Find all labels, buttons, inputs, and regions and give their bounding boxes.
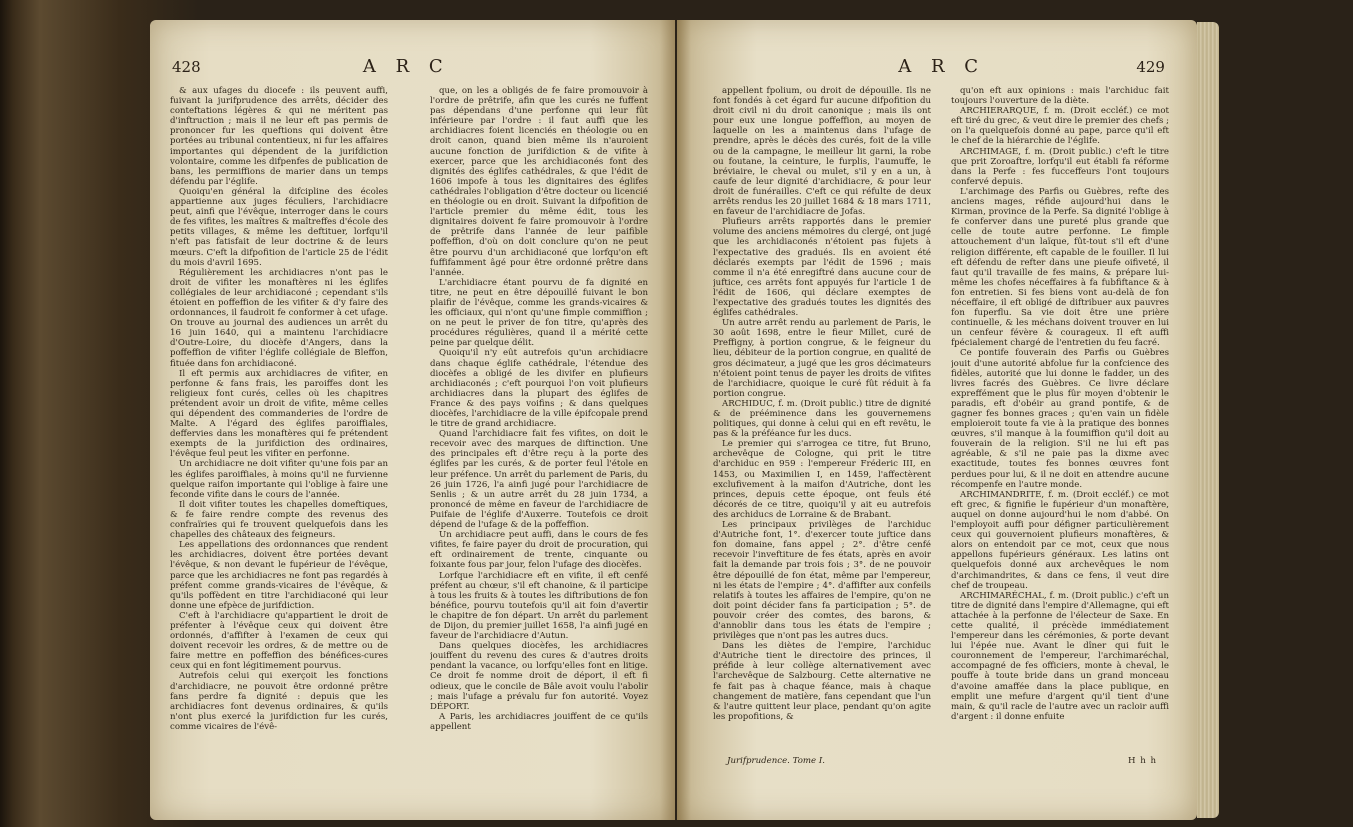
paragraph: Un archidiacre ne doit vifiter qu'une fois par an les églifes paroiffiales, à moins qu'il ne furvienne quelque raifon importante qui l'oblige à faire une feconde vifite dans le cours de l'année. (170, 459, 388, 500)
paragraph: A Paris, les archidiacres jouiffent de ce qu'ils appellent (430, 711, 648, 732)
page-edge-stack (1197, 22, 1219, 818)
paragraph: Quand l'archidiacre fait fes vifites, on doit le recevoir avec des marques de diftinction. Une des principales eft d'être reçu à la porte des églifes par les curés, & de porter feul l'étole en leur préfence. Un arrêt du parlement de Paris, du 26 juin 1726, l'a ainfi jugé pour l'archidiacre de Senlis ; & un autre arrêt du 28 juin 1734, a prononcé de même en faveur de l'archidiacre de Puifaie de l'églife d'Auxerre. Toutefois ce droit dépend de l'ufage & de la poffeffion. (430, 429, 648, 531)
right-page-column-1 (713, 86, 931, 746)
paragraph: ARCHIMARÉCHAL, f. m. (Droit public.) c'eft un titre de dignité dans l'empire d'Allemagne, qui eft attachée à la perfonne de l'électeur de Saxe. En cette qualité, il précède immédiatement l'empereur dans les cérémonies, & porte devant lui l'épée nue. Avant le dîner qui fuit le couronnement de l'empereur, l'archimaréchal, accompagné de fes officiers, monte à cheval, le pouffe à toute bride dans un grand monceau d'avoine amaffée dans la place publique, en emplit une mefure d'argent qu'il tient d'une main, & qu'il racle de l'autre avec un racloir auffi d'argent : il donne enfuite (951, 590, 1169, 722)
page-number-left: 428 (172, 58, 201, 76)
paragraph: ARCHIDUC, f. m. (Droit public.) titre de dignité & de prééminence dans les gouvernemens politiques, qui donne à celui qui en eft revêtu, le pas & la préféance fur les ducs. (713, 398, 931, 440)
paragraph: appellent fpolium, ou droit de dépouille. Ils ne font fondés à cet égard fur aucune difpofition du droit civil ni du droit canonique ; mais ils ont pour eux une longue poffeffion, au moyen de laquelle on les a maintenus dans l'ufage de prendre, après le décès des curés, foit de la ville ou de la campagne, le meilleur lit garni, la robe ou foutane, la ceinture, le furplis, l'aumuffe, le bréviaire, le cheval ou mulet, s'il y en a un, à caufe de leur dignité d'archidiacre, & pour leur droit de funérailles. C'eft ce qui réfulte de deux arrêts rendus les 20 juillet 1684 & 18 mars 1711, en faveur de l'archidiacre de Jofas. (713, 86, 931, 218)
paragraph: L'archidiacre étant pourvu de fa dignité en titre, ne peut en être dépouillé fuivant le bon plaifir de l'évêque, comme les grands-vicaires & les officiaux, qui n'ont qu'une fimple commiffion ; on ne peut le priver de fon titre, qu'après des procédures régulières, quand il a mérité cette peine par quelque délit. (430, 277, 648, 349)
right-page-footer (727, 756, 1157, 770)
paragraph: que, on les a obligés de fe faire promouvoir à l'ordre de prêtrife, afin que les curés ne fuffent pas dépendans d'une perfonne qui leur fût inférieure par l'ordre : il faut auffi que les archidiacres foient licenciés en théologie ou en droit canon, quand bien même ils n'auroient aucune fonction de jurifdiction & de vifite à exercer, parce que les archidiaconés font des dignités des églifes cathédrales, & que l'édit de 1606 impofe à tous les dignitaires des églifes cathédrales l'obligation d'être docteur ou licencié en théologie ou en droit. Suivant la difpofition de l'article premier du même édit, tous les dignitaires doivent fe faire promouvoir à l'ordre de prêtrife dans l'année de leur paifible poffeffion, d'où on doit conclure qu'on ne peut être pourvu d'un archidiaconé que lorfqu'on eft fuffifamment âgé pour être ordonné prêtre dans l'année. (430, 86, 648, 278)
paragraph: Ce pontife fouverain des Parfis ou Guèbres jouit d'une autorité abfolue fur la confcience des fidèles, autorité que lui donne le fadder, un des livres facrés des Guèbres. Ce livre déclare expreffément que le plus fûr moyen d'obtenir le paradis, eft d'obéir au grand pontife, & de gagner fes bonnes graces ; qu'en vain un fidèle emploieroit toute fa vie à la pratique des bonnes œuvres, s'il manque à la foumiffion qu'il doit au fouverain de la religion. S'il ne lui eft pas agréable, & s'il ne paie pas la dixme avec exactitude, toutes fes bonnes œuvres font perdues pour lui, & il ne doit en attendre aucune récompenfe en l'autre monde. (951, 348, 1169, 490)
paragraph: Dans quelques diocèfes, les archidiacres jouiffent du revenu des cures & d'autres droits pendant la vacance, ou lorfqu'elles font en litige. Ce droit fe nomme droit de déport, il eft fi odieux, que le concile de Bâle avoit voulu l'abolir ; mais l'ufage a prévalu fur fon autorité. Voyez DÉPORT. (430, 641, 648, 712)
paragraph: L'archimage des Parfis ou Guèbres, refte des anciens mages, réfide aujourd'hui dans le Kirman, province de la Perfe. Sa dignité l'oblige à fe conferver dans une pureté plus grande que celle de toute autre perfonne. Le fimple attouchement d'un laïque, fût-tout s'il eft d'une religion différente, eft capable de le fouiller. Il lui eft défendu de refter dans une pieufe oifiveté, il faut qu'il travaille de fes mains, & prépare lui-même les chofes néceffaires à fa fubfiftance & à fon entretien. Si fes biens vont au-delà de fon néceffaire, il eft obligé de diftribuer aux pauvres fon fuperflu. Sa vie doit être une prière continuelle, & les méchans doivent trouver en lui un cenfeur févère & courageux. Il eft auffi fpécialement chargé de l'entretien du feu facré. (951, 186, 1169, 349)
paragraph: C'eft à l'archidiacre qu'appartient le droit de préfenter à l'évêque ceux qui doivent être ordonnés, d'affifter à l'examen de ceux qui doivent recevoir les ordres, & de mettre ou de faire mettre en poffeffion des bénéfices-cures ceux qui en font légitimement pourvus. (170, 610, 388, 672)
paragraph: ARCHIMANDRITE, f. m. (Droit eccléf.) ce mot eft grec, & fignifie le fupérieur d'un monaftère, auquel on donne aujourd'hui le nom d'abbé. On l'employoit auffi pour défigner particulièrement ceux qui gouvernoient plufieurs monaftères, & alors on entendoit par ce mot, ceux que nous appellons fupérieurs généraux. Les latins ont quelquefois donné aux archevêques le nom d'archimandrites, & dans ce fens, il veut dire chef de troupeau. (951, 489, 1169, 591)
right-page (677, 20, 1197, 820)
left-page (150, 20, 675, 820)
paragraph: Quoiqu'il n'y eût autrefois qu'un archidiacre dans chaque églife cathédrale, l'étendue des diocèfes a obligé de les divifer en plufieurs archidiaconés ; c'eft pourquoi l'on voit plufieurs archidiacres dans la plupart des églifes de France & des pays voifins ; & dans quelques diocèfes, l'archidiacre de la ville épifcopale prend le titre de grand archidiacre. (430, 348, 648, 430)
running-head-right: A R C (898, 56, 986, 77)
paragraph: & aux ufages du diocefe : ils peuvent auffi, fuivant la jurifprudence des arrêts, décider des conteftations légères & qui ne méritent pas d'inftruction ; mais il ne leur eft pas permis de prononcer fur les queftions qui doivent être portées au tribunal contentieux, ni fur les affaires importantes qui dépendent de la jurifdiction volontaire, comme les difpenfes de publication de bans, les permiffions de marier dans un temps défendu par l'églife. (170, 86, 388, 187)
paragraph: Quoiqu'en général la difcipline des écoles appartienne aux juges féculiers, l'archidiacre peut, ainfi que l'évêque, interroger dans le cours de fes vifites, les maîtres & maîtreffes d'école des petits villages, & même les deftituer, lorfqu'il n'eft pas fatisfait de leur doctrine & de leurs mœurs. C'eft la difpofition de l'article 25 de l'édit du mois d'avril 1695. (170, 186, 388, 268)
volume-footer: Jurifprudence. Tome I. (727, 756, 825, 766)
page-number-right: 429 (1136, 58, 1165, 76)
left-page-column-2 (430, 86, 648, 746)
paragraph: Plufieurs arrêts rapportés dans le premier volume des anciens mémoires du clergé, ont jugé que les archidiaconés n'étoient pas fujets à l'expectative des gradués. Ils en avoient été déclarés exempts par l'édit de 1596 ; mais comme il n'a été enregiftré dans aucune cour de juftice, ces arrêts font appuyés fur l'article 1 de l'édit de 1606, qui déclare exemptes de l'expectative des gradués toutes les dignités des églifes cathédrales. (713, 217, 931, 319)
paragraph: qu'on eft aux opinions : mais l'archiduc fait toujours l'ouverture de la diète. (951, 86, 1169, 107)
paragraph: Autrefois celui qui exerçoit les fonctions d'archidiacre, ne pouvoit être ordonné prêtre fans perdre fa dignité : depuis que les archidiacres font devenus ordinaires, & qu'ils n'ont plus exercé la jurifdiction fur les curés, comme vicaires de l'évê- (170, 671, 388, 732)
signature-mark: H h h (1127, 756, 1157, 766)
paragraph: Un autre arrêt rendu au parlement de Paris, le 30 août 1698, entre le fieur Millet, curé de Preffigny, à portion congrue, & le feigneur du lieu, débiteur de la portion congrue, en qualité de gros décimateur, a jugé que les gros décimateurs n'étoient point tenus de payer les droits de vifites de l'archidiacre, quoique le curé fût réduit à fa portion congrue. (713, 318, 931, 399)
paragraph: Lorfque l'archidiacre eft en vifite, il eft cenfé préfent au chœur, s'il eft chanoine, & il participe à tous les fruits & à toutes les diftributions de fon bénéfice, pourvu toutefois qu'il ait foin d'avertir le chapitre de fon départ. Un arrêt du parlement de Dijon, du premier juillet 1658, l'a ainfi jugé en faveur de l'archidiacre d'Autun. (430, 570, 648, 642)
paragraph: Le premier qui s'arrogea ce titre, fut Bruno, archevêque de Cologne, qui prit le titre d'archiduc en 959 : l'empereur Fréderic III, en 1453, ou Maximilien I, en 1459, l'affectèrent exclufivement à la maifon d'Autriche, dont les princes, depuis cette époque, ont feuls été décorés de ce titre, quoiqu'il y ait eu autrefois des archiducs de Lorraine & de Brabant. (713, 439, 931, 520)
paragraph: ARCHIMAGE, f. m. (Droit public.) c'eft le titre que prit Zoroaftre, lorfqu'il eut établi fa réforme dans la Perfe : fes fucceffeurs l'ont toujours confervé depuis. (951, 146, 1169, 187)
paragraph: ARCHIERARQUE, f. m. (Droit eccléf.) ce mot eft tiré du grec, & veut dire le premier des chefs ; on l'a quelquefois donné au pape, parce qu'il eft le chef de la hiérarchie de l'églife. (951, 106, 1169, 147)
right-page-columns (713, 86, 1169, 746)
right-page-header (717, 56, 1165, 80)
paragraph: Un archidiacre peut auffi, dans le cours de fes vifites, fe faire payer du droit de procuration, qui eft ordinairement de trente, cinquante ou foixante fous par jour, felon l'ufage des diocèfes. (430, 530, 648, 571)
left-page-column-1 (170, 86, 388, 746)
right-page-column-2 (951, 86, 1169, 746)
paragraph: Régulièrement les archidiacres n'ont pas le droit de vifiter les monaftères ni les églifes collégiales de leur archidiaconé ; cependant s'ils étoient en poffeffion de les vifiter & d'y faire des ordonnances, il faudroit fe conformer à cet ufage. On trouve au journal des audiences un arrêt du 16 juin 1640, qui a maintenu l'archidiacre d'Outre-Loire, du diocèfe d'Angers, dans la poffeffion de vifiter l'églife collégiale de Bleffon, fituée dans fon archidiaconé. (170, 267, 388, 369)
left-page-header (172, 56, 642, 80)
paragraph: Les appellations des ordonnances que rendent les archidiacres, doivent être portées devant l'évêque, & non devant le fupérieur de l'évêque, parce que les archidiacres ne font pas regardés à préfent comme grands-vicaires de l'évêque, & qu'ils poffèdent en titre l'archidiaconé qui leur donne une efpèce de jurifdiction. (170, 540, 388, 611)
paragraph: Les principaux privilèges de l'archiduc d'Autriche font, 1°. d'exercer toute juftice dans fon domaine, fans appel ; 2°. d'être cenfé recevoir l'inveftiture de fes états, après en avoir fait la demande par trois fois ; 3°. de ne pouvoir être dépouillé de fon état, même par l'empereur, ni les états de l'empire ; 4°. d'affifter aux confeils relatifs à toutes les affaires de l'empire, qu'on ne doit point décider fans fa participation ; 5°. de pouvoir créer des comtes, des barons, & d'annoblir dans tous les états de l'empire ; privilèges que n'ont pas les autres ducs. (713, 520, 931, 642)
paragraph: Il eft permis aux archidiacres de vifiter, en perfonne & fans frais, les paroiffes dont les religieux font curés, celles où les chapitres prétendent avoir un droit de vifite, même celles qui dépendent des commanderies de l'ordre de Malte. A l'égard des églifes paroiffiales, deffervies dans les monaftères qui fe prétendent exempts de la jurifdiction des ordinaires, l'évêque feul peut les vifiter en perfonne. (170, 368, 388, 460)
running-head-left: A R C (362, 56, 450, 77)
paragraph: Dans les diètes de l'empire, l'archiduc d'Autriche tient le directoire des princes, il préfide à leur collège alternativement avec l'archevêque de Salzbourg. Cette alternative ne fe fait pas à chaque féance, mais à chaque changement de matière, fans cependant que l'un & l'autre quittent leur place, pendant qu'on agite les propofitions, & (713, 641, 931, 722)
paragraph: Il doit vifiter toutes les chapelles domeftiques, & fe faire rendre compte des revenus des confraïries qui fe trouvent quelquefois dans les chapelles des châteaux des feigneurs. (170, 499, 388, 541)
left-page-columns (170, 86, 648, 746)
